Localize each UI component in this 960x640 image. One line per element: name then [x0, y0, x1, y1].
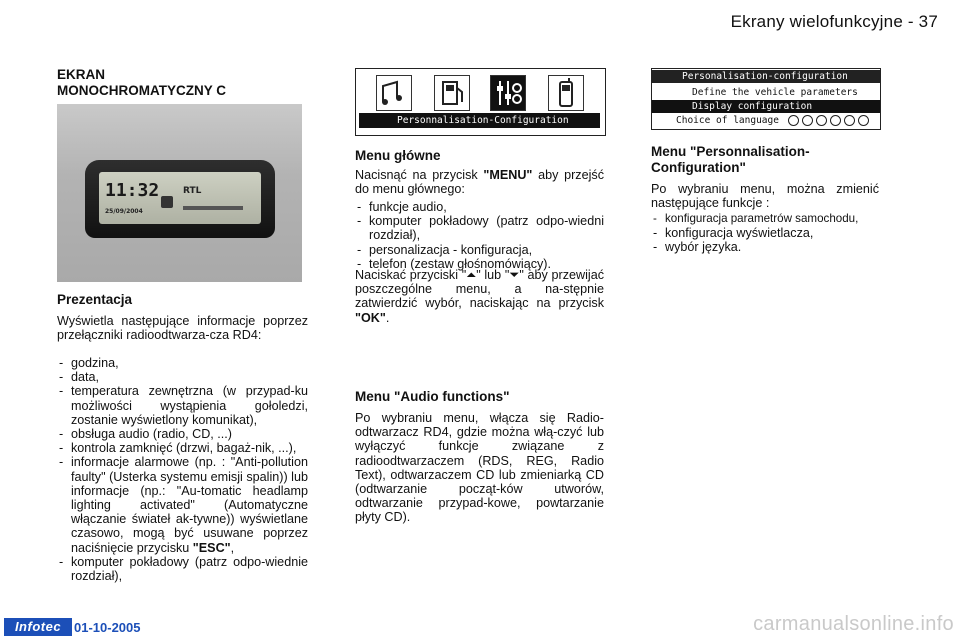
list-item: - temperatura zewnętrzna (w przypad-ku możliwości wystąpienia gołoledzi, zostanie wyświetlony komunikat), — [57, 384, 308, 427]
list-item: - kontrola zamknięć (drzwi, bagaż-nik, ...), — [57, 441, 308, 455]
personalisation-list — [651, 212, 891, 255]
menu-items-list — [355, 200, 604, 271]
lcd-time: 11:32 — [105, 180, 160, 201]
down-arrow-icon: ⏷ — [509, 268, 520, 282]
navigation-text — [355, 268, 604, 325]
language-flag-icon — [802, 115, 813, 126]
screen-heading-line1: EKRAN — [57, 67, 106, 82]
audio-functions-title: Menu "Audio functions" — [355, 389, 510, 404]
esc-after: , — [230, 540, 235, 555]
lcd-screen — [99, 172, 261, 224]
list-item: - funkcje audio, — [355, 200, 604, 214]
ok-after: . — [385, 310, 390, 325]
screen-heading-line2: MONOCHROMATYCZNY C — [57, 83, 226, 98]
prezentacja-text: Wyświetla następujące informacje poprzez przełączniki radioodtwarza-cza RD4: — [57, 314, 308, 343]
list-item: - telefon (zestaw głośnomówiący). — [355, 257, 604, 271]
infotec-logo: Infotec — [4, 618, 72, 636]
list-item-alarm — [57, 455, 308, 554]
lcd-car-icon — [161, 196, 173, 208]
display-bezel — [85, 160, 275, 238]
nav-text-a: Naciskać przyciski " — [355, 268, 467, 282]
language-flag-icon — [858, 115, 869, 126]
menu-bar-label: Personnalisation-Configuration — [359, 113, 600, 128]
main-menu-screen — [355, 68, 606, 136]
menu-button-label: "MENU" — [483, 168, 533, 182]
list-item: - komputer pokładowy (patrz odpo-wiednie rozdział), — [57, 555, 308, 583]
menu-intro-b: aby przejść do menu głównego: — [355, 168, 604, 197]
audio-functions-text: Po wybraniu menu, włącza się Radio-odtwarzacz RD4, gdzie można włą-czyć lub wyłączyć funkcje związane z radioodtwarzaczem (RDS, REG, Radio Text), odtwarzaczem CD lub zmieniarką CD (odtwarzanie począt-ków utworów, odtwarzanie przypad-kowe, powtarzanie płyty CD). — [355, 411, 604, 525]
page-header-title: Ekrany wielofunkcyjne - 37 — [730, 12, 938, 31]
trip-computer-icon — [434, 75, 470, 111]
language-flag-icon — [844, 115, 855, 126]
list-item: - personalizacja - konfiguracja, — [355, 243, 604, 257]
list-item: - godzina, — [57, 356, 308, 370]
menu-glowne-title: Menu główne — [355, 148, 441, 163]
pers-screen-title: Personalisation-configuration — [652, 70, 880, 83]
list-item: - obsługa audio (radio, CD, ...) — [57, 427, 308, 441]
prezentacja-title: Prezentacja — [57, 292, 133, 307]
language-flag-icon — [830, 115, 841, 126]
ok-button-label: "OK" — [355, 310, 386, 325]
language-flag-icon — [788, 115, 799, 126]
pers-screen-line2: Display configuration — [652, 100, 880, 113]
language-flag-icon — [816, 115, 827, 126]
settings-icon — [490, 75, 526, 111]
prezentacja-list — [57, 356, 308, 583]
esc-button-label: "ESC" — [192, 540, 231, 555]
lcd-bar-icon — [183, 206, 243, 210]
audio-icon — [376, 75, 412, 111]
list-item: - komputer pokładowy (patrz odpo-wiedni rozdział), — [355, 214, 604, 242]
list-item: - konfiguracja parametrów samochodu, — [651, 212, 891, 226]
personalisation-title: Menu "Personnalisation-Configuration" — [651, 144, 810, 175]
alarm-text: informacje alarmowe (np. : "Anti-pollution faulty" (Usterka systemu emisji spalin)) lub informacje (np.: "Au-tomatic headlamp lighting activated" (Automatyczne włączanie świateł ak-tywne)) wyświetlane czasowo, mogą być usuwane poprzez naciśnięcie przycisku — [71, 455, 308, 555]
dashboard-display-photo — [57, 104, 302, 282]
lcd-rtl: RTL — [183, 186, 202, 196]
list-item: - data, — [57, 370, 308, 384]
pers-language-label: Choice of language — [676, 115, 779, 126]
screen-heading — [57, 67, 226, 99]
footer-date: 01-10-2005 — [74, 620, 141, 635]
nav-text-c: " aby przewijać poszczególne menu, a na-stępnie zatwierdzić wybór, naciskając na przycisk — [355, 268, 604, 311]
lcd-date: 25/09/2004 — [105, 208, 143, 215]
list-item: - wybór języka. — [651, 240, 891, 254]
phone-icon — [548, 75, 584, 111]
personalisation-text: Po wybraniu menu, można zmienić następujące funkcje : — [651, 182, 879, 211]
nav-text-b: " lub " — [476, 268, 510, 282]
pers-screen-line1: Define the vehicle parameters — [692, 87, 858, 98]
up-arrow-icon: ⏶ — [466, 268, 477, 282]
list-item: - konfiguracja wyświetlacza, — [651, 226, 891, 240]
pers-screen-line3 — [652, 114, 880, 127]
menu-intro — [355, 168, 604, 196]
watermark: carmanualsonline.info — [753, 613, 954, 635]
personalisation-screen — [651, 68, 881, 130]
menu-intro-a: Nacisnąć na przycisk — [355, 168, 484, 182]
